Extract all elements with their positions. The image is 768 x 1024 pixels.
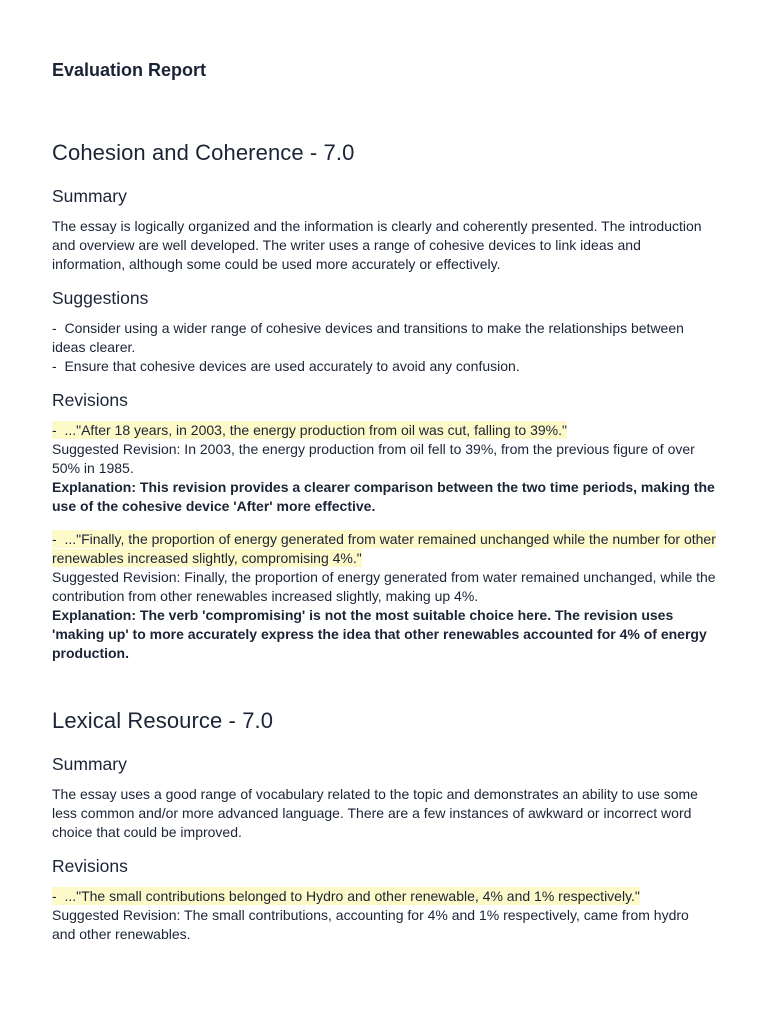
revisions-heading: Revisions [52, 390, 128, 410]
revision-item [52, 421, 716, 516]
summary-text: The essay is logically organized and the information is clearly and coherently presented. The introduction and overview are well developed. The writer uses a range of cohesive devices to link ideas and information, although some could be used more accurately or effectively. [52, 218, 702, 272]
report-title: Evaluation Report [52, 60, 207, 80]
highlighted-quote: - ..."The small contributions belonged to Hydro and other renewable, 4% and 1% respectively." [52, 887, 640, 905]
cohesion-coherence-section [52, 140, 716, 677]
lexical-resource-section [52, 708, 716, 958]
suggestions-heading: Suggestions [52, 288, 149, 308]
suggestions-list [52, 319, 716, 376]
section-heading: Cohesion and Coherence - 7.0 [52, 140, 355, 165]
suggested-revision: Suggested Revision: In 2003, the energy production from oil fell to 39%, from the previous figure of over 50% in 1985. [52, 441, 695, 476]
revision-item [52, 887, 716, 944]
revisions-heading: Revisions [52, 856, 128, 876]
revision-explanation: Explanation: This revision provides a clearer comparison between the two time periods, making the use of the cohesive device 'After' more effective. [52, 479, 715, 514]
summary-heading: Summary [52, 754, 127, 774]
section-heading: Lexical Resource - 7.0 [52, 708, 274, 733]
highlighted-quote: - ..."After 18 years, in 2003, the energy production from oil was cut, falling to 39%." [52, 421, 567, 439]
suggested-revision: Suggested Revision: The small contributions, accounting for 4% and 1% respectively, came from hydro and other renewables. [52, 907, 689, 942]
revision-item [52, 530, 716, 663]
summary-text: The essay uses a good range of vocabulary related to the topic and demonstrates an ability to use some less common and/or more advanced language. There are a few instances of awkward or incorrect word choice that could be improved. [52, 786, 698, 840]
revision-explanation: Explanation: The verb 'compromising' is not the most suitable choice here. The revision uses 'making up' to more accurately express the idea that other renewables accounted for 4% of energy production. [52, 607, 707, 661]
suggestion-item: - Consider using a wider range of cohesive devices and transitions to make the relationships between ideas clearer. [52, 319, 716, 357]
suggestion-item: - Ensure that cohesive devices are used accurately to avoid any confusion. [52, 357, 716, 376]
summary-heading: Summary [52, 186, 127, 206]
highlighted-quote: - ..."Finally, the proportion of energy generated from water remained unchanged while the number for other renewables increased slightly, compromising 4%." [52, 530, 716, 567]
suggested-revision: Suggested Revision: Finally, the proportion of energy generated from water remained unchanged, while the contribution from other renewables increased slightly, making up 4%. [52, 569, 716, 604]
